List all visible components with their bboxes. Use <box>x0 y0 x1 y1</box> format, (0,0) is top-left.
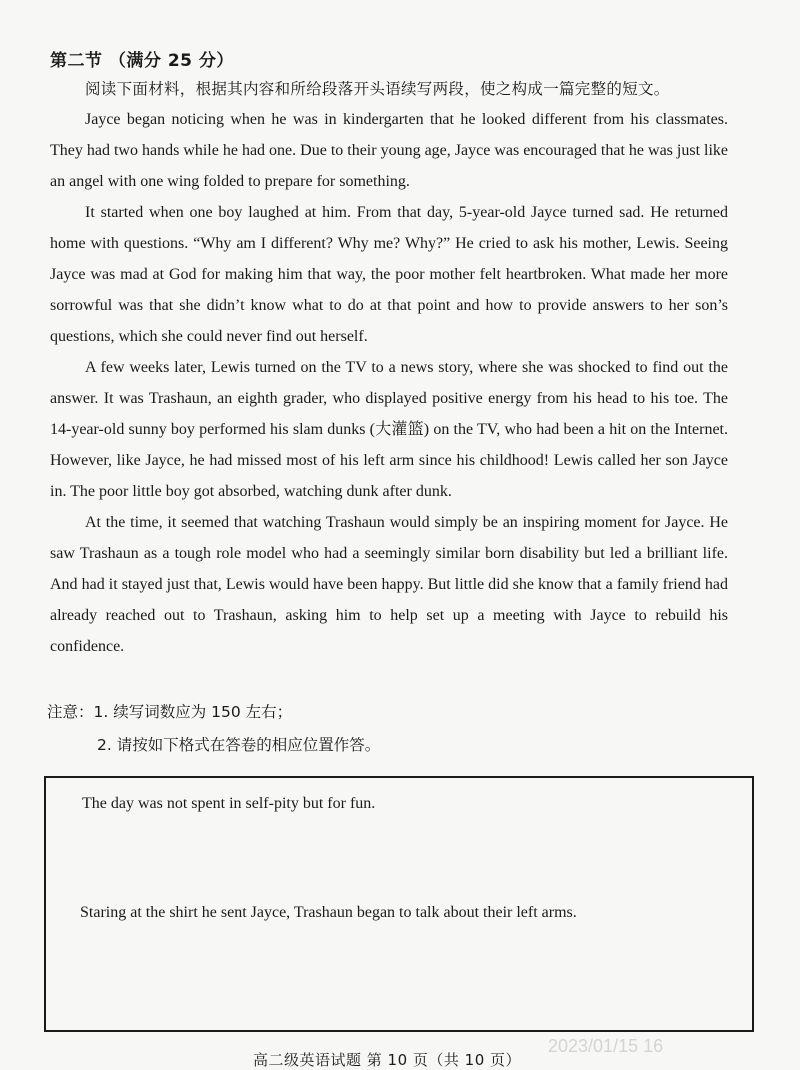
notes-block <box>47 696 380 762</box>
timestamp-watermark: 2023/01/15 16 <box>548 1036 664 1056</box>
passage-paragraph-4: At the time, it seemed that watching Trashaun would simply be an inspiring moment for Jayce. He saw Trashaun as a tough role model who had a seemingly similar born disability but led a brilliant life. And had it stayed just that, Lewis would have been happy. But little did she know that a family friend had already reached out to Trashaun, asking him to help set up a meeting with Jayce to rebuild his confidence. <box>50 514 728 655</box>
note-word-count: 注意：1. 续写词数应为 150 左右； <box>47 703 293 721</box>
answer-box <box>44 776 754 1032</box>
paragraph-starter-1: The day was not spent in self-pity but for fun. <box>82 795 376 812</box>
paragraph-starter-2: Staring at the shirt he sent Jayce, Trashaun began to talk about their left arms. <box>80 904 577 921</box>
passage-paragraph-1: Jayce began noticing when he was in kindergarten that he looked different from his classmates. They had two hands while he had one. Due to their young age, Jayce was encouraged that he was just like an angel with one wing folded to prepare for something. <box>50 111 729 190</box>
passage-paragraph-3: A few weeks later, Lewis turned on the TV to a news story, where she was shocked to find out the answer. It was Trashaun, an eighth grader, who displayed positive energy from his head to his toe. The 14-year-old sunny boy performed his slam dunks (大灌篮) on the TV, who had been a hit on the Internet. However, like Jayce, he had missed most of his left arm since his childhood! Lewis called her son Jayce in. The poor little boy got absorbed, watching dunk after dunk. <box>50 359 728 500</box>
passage-paragraph-2: It started when one boy laughed at him. From that day, 5-year-old Jayce turned sad. He returned home with questions. “Why am I different? Why me? Why?” He cried to ask his mother, Lewis. Seeing Jayce was mad at God for making him that way, the poor mother felt heartbroken. What made her more sorrowful was that she didn’t know what to do at that point and how to provide answers to her son’s questions, which she could never find out herself. <box>50 204 728 345</box>
note-answer-format: 2. 请按如下格式在答卷的相应位置作答。 <box>97 736 381 754</box>
instruction-text: 阅读下面材料，根据其内容和所给段落开头语续写两段，使之构成一篇完整的短文。 <box>85 80 670 98</box>
page-footer: 高二级英语试题 第 10 页（共 10 页） <box>253 1051 522 1069</box>
section-title: 第二节 （满分 25 分） <box>50 51 234 71</box>
reading-passage <box>50 104 728 662</box>
